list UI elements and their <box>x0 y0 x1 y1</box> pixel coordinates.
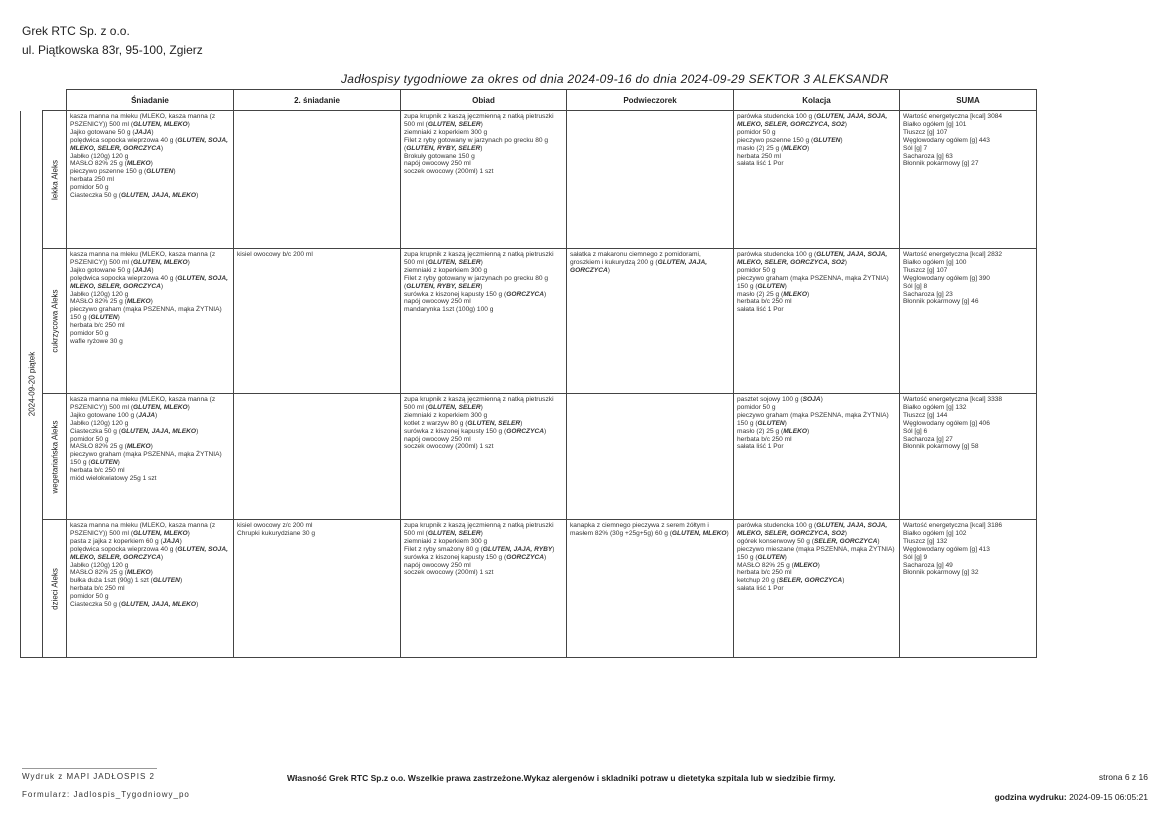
allergen-text: GLUTEN, RYBY, SELER <box>406 144 481 152</box>
meal-item: ziemniaki z koperkiem 300 g <box>404 128 488 136</box>
meal-item: kasza manna na mleku (MLEKO, kasza manna (z PSZENICY)) 500 ml (GLUTEN, MLEKO) <box>70 522 216 537</box>
sum-cell <box>900 520 1037 658</box>
allergen-text: JAJA <box>134 266 152 274</box>
meal-item: pomidor 50 g <box>70 184 109 192</box>
meal-item: mandarynka 1szt (100g) 100 g <box>404 306 494 314</box>
meal-item: herbata 250 ml <box>737 152 781 160</box>
meal-item: Wartość energetyczna [kcal] 3084 <box>903 113 1003 120</box>
meal-item: Sacharoza [g] 23 <box>903 290 953 298</box>
allergen-text: GLUTEN <box>90 314 118 322</box>
meal-item: Jajko gotowane 50 g (JAJA) <box>70 128 154 136</box>
meal-item: Tłuszcz [g] 144 <box>903 411 948 419</box>
meal-item: herbata b/c 250 ml <box>70 467 125 475</box>
meal-item: kasza manna na mleku (MLEKO, kasza manna (z PSZENICY)) 500 ml (GLUTEN, MLEKO) <box>70 251 216 266</box>
lunch-cell <box>401 249 567 394</box>
breakfast-cell <box>67 520 234 658</box>
allergen-text: GORCZYCA <box>506 427 544 435</box>
table-row <box>21 394 1037 520</box>
meal-item: MASŁO 82% 25 g (MLEKO) <box>70 160 153 168</box>
meal-item: sałatka z makaronu ciemnego z pomidorami, groszkiem i kukurydzą 200 g (GLUTEN, JAJA, GORCZYCA) <box>570 251 708 274</box>
allergen-text: SELER, GORCZYCA <box>813 537 878 545</box>
afternoon-snack-cell <box>567 249 734 394</box>
meal-item: napój owocowy 250 ml <box>404 160 471 168</box>
dinner-cell <box>734 111 900 249</box>
page-number: strona 6 z 16 <box>1098 772 1148 782</box>
allergen-text: GLUTEN, JAJA, MLEKO <box>120 601 197 609</box>
column-header-afternoon-snack: Podwieczorek <box>567 90 734 111</box>
second-breakfast-cell <box>234 249 401 394</box>
meal-item: napój owocowy 250 ml <box>404 435 471 443</box>
allergen-text: GLUTEN, MLEKO <box>133 403 188 411</box>
diet-cell <box>43 394 67 520</box>
meal-item: pomidor 50 g <box>737 403 776 411</box>
meal-item: pomidor 50 g <box>70 435 109 443</box>
meal-item: MASŁO 82% 25 g (MLEKO) <box>70 569 153 577</box>
meal-item: Tłuszcz [g] 107 <box>903 266 948 274</box>
allergen-text: JAJA <box>162 537 180 545</box>
table-header-row <box>21 90 1037 111</box>
meal-item: herbata b/c 250 ml <box>737 435 792 443</box>
allergen-text: MLEKO <box>783 144 807 152</box>
allergen-text: MLEKO <box>126 569 151 577</box>
allergen-text: GLUTEN, MLEKO <box>133 120 188 128</box>
allergen-text: GLUTEN, MLEKO <box>671 529 727 537</box>
dinner-cell <box>734 520 900 658</box>
meal-item: sałata liść 1 Por <box>737 585 784 593</box>
meal-item: zupa krupnik z kaszą jęczmienną z natką pietruszki 500 ml (GLUTEN, SELER) <box>404 113 554 128</box>
lunch-cell <box>401 111 567 249</box>
menu-table <box>20 89 1037 658</box>
meal-item: herbata 250 ml <box>70 176 114 184</box>
meal-item: Błonnik pokarmowy [g] 32 <box>903 569 979 577</box>
meal-item: Sól [g] 6 <box>903 427 928 435</box>
meal-item: Białko ogółem [g] 100 <box>903 258 967 266</box>
meal-item: ziemniaki z koperkiem 300 g <box>404 266 488 274</box>
allergen-text: MLEKO <box>783 290 807 298</box>
meal-item: Białko ogółem [g] 102 <box>903 529 967 537</box>
day-cell <box>21 111 43 658</box>
diet-cell <box>43 111 67 249</box>
meal-item: Jabłko (120g) 120 g <box>70 419 129 427</box>
meal-item: Wartość energetyczna [kcal] 3338 <box>903 396 1003 403</box>
allergen-text: GLUTEN, SOJA, MLEKO, SELER, GORCZYCA <box>70 136 228 152</box>
lunch-cell <box>401 520 567 658</box>
meal-item: Węglowodany ogółem [g] 406 <box>903 419 990 427</box>
allergen-text: GLUTEN, MLEKO <box>133 258 188 266</box>
meal-item: Sacharoza [g] 49 <box>903 561 953 569</box>
meal-item: Sól [g] 9 <box>903 553 928 561</box>
meal-item: Filet z ryby smażony 80 g (GLUTEN, JAJA, RYBY) <box>404 545 555 553</box>
allergen-text: GORCZYCA <box>506 553 544 561</box>
print-timestamp <box>994 792 1148 802</box>
meal-item: ziemniaki z koperkiem 300 g <box>404 411 488 419</box>
meal-item: masło (2) 25 g (MLEKO) <box>737 144 810 152</box>
meal-item: ogórek konserwowy 50 g (SELER, GORCZYCA) <box>737 537 880 545</box>
allergen-text: MLEKO <box>783 427 807 435</box>
dinner-cell <box>734 394 900 520</box>
meal-item: herbata b/c 250 ml <box>737 298 792 306</box>
diet-label: wegetariańska Aleks <box>50 420 59 493</box>
meal-item: zupa krupnik z kaszą jęczmienną z natką pietruszki 500 ml (GLUTEN, SELER) <box>404 396 554 411</box>
diet-cell <box>43 520 67 658</box>
allergen-text: GLUTEN, JAJA, GORCZYCA <box>570 258 708 274</box>
meal-item: zupa krupnik z kaszą jęczmienną z natką pietruszki 500 ml (GLUTEN, SELER) <box>404 522 554 537</box>
footer-divider <box>22 768 157 769</box>
meal-item: napój owocowy 250 ml <box>404 561 471 569</box>
allergen-text: JAJA <box>138 411 156 419</box>
meal-item: pieczywo graham (mąka PSZENNA, mąka ŻYTNIA) 150 g (GLUTEN) <box>70 306 222 322</box>
meal-item: herbata b/c 250 ml <box>70 322 125 330</box>
meal-item: kisiel owocowy b/c 200 ml <box>237 251 313 258</box>
meal-item: zupa krupnik z kaszą jęczmienną z natką pietruszki 500 ml (GLUTEN, SELER) <box>404 251 554 266</box>
allergen-text: GLUTEN <box>757 419 785 427</box>
meal-item: kasza manna na mleku (MLEKO, kasza manna (z PSZENICY)) 500 ml (GLUTEN, MLEKO) <box>70 113 216 128</box>
meal-item: pomidor 50 g <box>70 330 109 338</box>
dinner-cell <box>734 249 900 394</box>
footer-printout: Wydruk z MAPI JADŁOSPIS 2 <box>22 772 155 781</box>
company-name: Grek RTC Sp. z o.o. <box>22 24 130 38</box>
meal-item: Węglowodany ogółem [g] 443 <box>903 136 990 144</box>
meal-item: soczek owocowy (200ml) 1 szt <box>404 443 494 451</box>
meal-item: sałata liść 1 Por <box>737 160 784 168</box>
meal-item: pasztet sojowy 100 g (SOJA) <box>737 396 823 403</box>
allergen-text: GLUTEN, SOJA, MLEKO, SELER, GORCZYCA <box>70 274 228 290</box>
meal-item: surówka z kiszonej kapusty 150 g (GORCZYCA) <box>404 553 547 561</box>
meal-item: kasza manna na mleku (MLEKO, kasza manna (z PSZENICY)) 500 ml (GLUTEN, MLEKO) <box>70 396 216 411</box>
allergen-text: GLUTEN, MLEKO <box>133 529 188 537</box>
meal-item: pieczywo graham (mąka PSZENNA, mąka ŻYTNIA) 150 g (GLUTEN) <box>737 411 889 427</box>
sum-cell <box>900 111 1037 249</box>
column-header-lunch: Obiad <box>401 90 567 111</box>
meal-item: surówka z kiszonej kapusty 150 g (GORCZYCA) <box>404 427 547 435</box>
allergen-text: JAJA <box>134 128 152 136</box>
allergen-text: MLEKO <box>126 443 151 451</box>
meal-item: parówka studencka 100 g (GLUTEN, JAJA, SOJA, MLEKO, SELER, GORCZYCA, SO2) <box>737 522 888 537</box>
allergen-text: GLUTEN, JAJA, MLEKO <box>120 192 197 200</box>
page-title: Jadłospisy tygodniowe za okres od dnia 2024-09-16 do dnia 2024-09-29 SEKTOR 3 ALEKSANDR <box>341 72 889 86</box>
afternoon-snack-cell <box>567 394 734 520</box>
meal-item: soczek owocowy (200ml) 1 szt <box>404 569 494 577</box>
diet-label: lekka Aleks <box>50 159 59 200</box>
allergen-text: MLEKO <box>126 298 151 306</box>
meal-item: Błonnik pokarmowy [g] 58 <box>903 443 979 451</box>
meal-item: herbata b/c 250 ml <box>737 569 792 577</box>
print-time-value: 2024-09-15 06:05:21 <box>1069 792 1148 802</box>
header-spacer <box>43 90 67 111</box>
diet-label: cukrzycowa Aleks <box>50 289 59 353</box>
column-header-dinner: Kolacja <box>734 90 900 111</box>
table-row <box>21 249 1037 394</box>
meal-item: Jajko gotowane 50 g (JAJA) <box>70 266 154 274</box>
meal-item: Jabłko (120g) 120 g <box>70 561 129 569</box>
allergen-text: GLUTEN <box>90 459 118 467</box>
header-spacer <box>21 90 43 111</box>
allergen-text: GLUTEN, JAJA, RYBY <box>482 545 553 553</box>
meal-item: polędwica sopocka wieprzowa 40 g (GLUTEN, SOJA, MLEKO, SELER, GORCZYCA) <box>70 136 228 152</box>
meal-item: Tłuszcz [g] 132 <box>903 537 948 545</box>
allergen-text: GLUTEN, SELER <box>427 120 481 128</box>
allergen-text: MLEKO <box>793 561 818 569</box>
meal-item: Białko ogółem [g] 101 <box>903 120 967 128</box>
meal-item: wafle ryżowe 30 g <box>70 337 123 345</box>
meal-item: Ciasteczka 50 g (GLUTEN, JAJA, MLEKO) <box>70 192 199 200</box>
footer-form: Formularz: Jadlospis_Tygodniowy_po <box>22 790 190 799</box>
meal-item: Sacharoza [g] 63 <box>903 152 953 160</box>
second-breakfast-cell <box>234 111 401 249</box>
meal-item: kanapka z ciemnego pieczywa z serem żółtym i masłem 82% (30g +25g+5g) 60 g (GLUTEN, MLEKO) <box>570 522 729 537</box>
meal-item: napój owocowy 250 ml <box>404 298 471 306</box>
meal-item: Sacharoza [g] 27 <box>903 435 953 443</box>
meal-item: Wartość energetyczna [kcal] 3186 <box>903 522 1003 529</box>
meal-item: sałata liść 1 Por <box>737 306 784 314</box>
lunch-cell <box>401 394 567 520</box>
meal-item: parówka studencka 100 g (GLUTEN, JAJA, SOJA, MLEKO, SELER, GORCZYCA, SO2) <box>737 251 888 266</box>
company-address: ul. Piątkowska 83r, 95-100, Zgierz <box>22 43 203 57</box>
column-header-second-breakfast: 2. śniadanie <box>234 90 401 111</box>
meal-item: MASŁO 82% 25 g (MLEKO) <box>70 443 153 451</box>
afternoon-snack-cell <box>567 520 734 658</box>
meal-item: bułka duża 1szt (90g) 1 szt (GLUTEN) <box>70 577 183 585</box>
allergen-text: MLEKO <box>126 160 151 168</box>
allergen-text: SELER, GORCZYCA <box>778 577 843 585</box>
meal-item: pieczywo graham (mąka PSZENNA, mąka ŻYTNIA) 150 g (GLUTEN) <box>737 274 889 290</box>
allergen-text: GLUTEN, SELER <box>427 529 481 537</box>
meal-item: Sól [g] 7 <box>903 144 928 152</box>
meal-item: pomidor 50 g <box>70 593 109 601</box>
meal-item: pomidor 50 g <box>737 128 776 136</box>
meal-item: Jabłko (120g) 120 g <box>70 152 129 160</box>
allergen-text: GLUTEN, RYBY, SELER <box>406 282 481 290</box>
meal-item: pieczywo pszenne 150 g (GLUTEN) <box>70 168 176 176</box>
meal-item: MASŁO 82% 25 g (MLEKO) <box>737 561 820 569</box>
meal-item: ketchup 20 g (SELER, GORCZYCA) <box>737 577 845 585</box>
meal-item: ziemniaki z koperkiem 300 g <box>404 537 488 545</box>
meal-item: polędwica sopocka wieprzowa 40 g (GLUTEN, SOJA, MLEKO, SELER, GORCZYCA) <box>70 274 228 290</box>
allergen-text: GLUTEN, JAJA, SOJA, MLEKO, SELER, GORCZYCA, SO2 <box>737 113 888 128</box>
second-breakfast-cell <box>234 520 401 658</box>
allergen-text: GLUTEN, SELER <box>427 403 481 411</box>
meal-item: Ciasteczka 50 g (GLUTEN, JAJA, MLEKO) <box>70 601 199 609</box>
diet-label: dzieci Aleks <box>50 567 59 610</box>
meal-item: Ciasteczka 50 g (GLUTEN, JAJA, MLEKO) <box>70 427 199 435</box>
meal-item: pieczywo graham (mąka PSZENNA, mąka ŻYTNIA) 150 g (GLUTEN) <box>70 451 222 467</box>
meal-item: Białko ogółem [g] 132 <box>903 403 967 411</box>
meal-item: masło (2) 25 g (MLEKO) <box>737 427 810 435</box>
meal-item: Jabłko (120g) 120 g <box>70 290 129 298</box>
allergen-text: GLUTEN, SELER <box>467 419 521 427</box>
breakfast-cell <box>67 394 234 520</box>
meal-item: Filet z ryby gotowany w jarzynach po grecku 80 g (GLUTEN, RYBY, SELER) <box>404 136 549 152</box>
meal-item: kisiel owocowy z/c 200 ml <box>237 522 313 529</box>
meal-item: Węglowodany ogółem [g] 413 <box>903 545 990 553</box>
meal-item: herbata b/c 250 ml <box>70 585 125 593</box>
allergen-text: GLUTEN <box>146 168 174 176</box>
meal-item: Błonnik pokarmowy [g] 27 <box>903 160 979 168</box>
meal-item: Sól [g] 8 <box>903 282 928 290</box>
allergen-text: GLUTEN, SOJA, MLEKO, SELER, GORCZYCA <box>70 545 228 561</box>
table-row <box>21 111 1037 249</box>
table-row <box>21 520 1037 658</box>
meal-item: Węglowodany ogółem [g] 390 <box>903 274 990 282</box>
allergen-text: GLUTEN <box>813 136 841 144</box>
breakfast-cell <box>67 249 234 394</box>
allergen-text: SOJA <box>802 396 821 403</box>
allergen-text: GLUTEN <box>757 553 785 561</box>
meal-item: soczek owocowy (200ml) 1 szt <box>404 168 494 176</box>
diet-cell <box>43 249 67 394</box>
meal-item: Tłuszcz [g] 107 <box>903 128 948 136</box>
allergen-text: GLUTEN, JAJA, SOJA, MLEKO, SELER, GORCZYCA, SO2 <box>737 522 888 537</box>
meal-item: kotlet z warzyw 80 g (GLUTEN, SELER) <box>404 419 523 427</box>
allergen-text: GLUTEN <box>757 282 785 290</box>
day-label: 2024-09-20 piątek <box>27 351 36 416</box>
breakfast-cell <box>67 111 234 249</box>
meal-item: sałata liść 1 Por <box>737 443 784 451</box>
meal-item: surówka z kiszonej kapusty 150 g (GORCZYCA) <box>404 290 547 298</box>
meal-item: pieczywo mieszane (mąka PSZENNA, mąka ŻYTNIA) 150 g (GLUTEN) <box>737 545 895 561</box>
meal-item: Wartość energetyczna [kcal] 2832 <box>903 251 1003 258</box>
meal-item: masło (2) 25 g (MLEKO) <box>737 290 810 298</box>
allergen-text: GLUTEN, JAJA, MLEKO <box>120 427 197 435</box>
meal-item: pieczywo pszenne 150 g (GLUTEN) <box>737 136 843 144</box>
meal-item: Chrupki kukurydziane 30 g <box>237 529 316 537</box>
meal-item: polędwica sopocka wieprzowa 40 g (GLUTEN, SOJA, MLEKO, SELER, GORCZYCA) <box>70 545 228 561</box>
allergen-text: GLUTEN, JAJA, SOJA, MLEKO, SELER, GORCZYCA, SO2 <box>737 251 888 266</box>
meal-item: Jajko gotowane 100 g (JAJA) <box>70 411 158 419</box>
allergen-text: GLUTEN <box>152 577 180 585</box>
footer-rights: Własność Grek RTC Sp.z o.o. Wszelkie prawa zastrzeżone.Wykaz alergenów i skladniki potraw u dietetyka szpitala lub w siedzibie firmy. <box>287 773 836 783</box>
meal-item: parówka studencka 100 g (GLUTEN, JAJA, SOJA, MLEKO, SELER, GORCZYCA, SO2) <box>737 113 888 128</box>
meal-item: pasta z jajka z koperkiem 60 g (JAJA) <box>70 537 182 545</box>
sum-cell <box>900 394 1037 520</box>
afternoon-snack-cell <box>567 111 734 249</box>
meal-item: miód wielokwiatowy 25g 1 szt <box>70 475 157 483</box>
column-header-breakfast: Śniadanie <box>67 90 234 111</box>
meal-item: pomidor 50 g <box>737 266 776 274</box>
allergen-text: GORCZYCA <box>506 290 544 298</box>
print-time-label: godzina wydruku: <box>994 792 1067 802</box>
meal-item: MASŁO 82% 25 g (MLEKO) <box>70 298 153 306</box>
meal-item: Filet z ryby gotowany w jarzynach po grecku 80 g (GLUTEN, RYBY, SELER) <box>404 274 549 290</box>
meal-item: Błonnik pokarmowy [g] 46 <box>903 298 979 306</box>
second-breakfast-cell <box>234 394 401 520</box>
column-header-sum: SUMA <box>900 90 1037 111</box>
allergen-text: GLUTEN, SELER <box>427 258 481 266</box>
sum-cell <box>900 249 1037 394</box>
meal-item: Brokuły gotowane 150 g <box>404 152 475 160</box>
